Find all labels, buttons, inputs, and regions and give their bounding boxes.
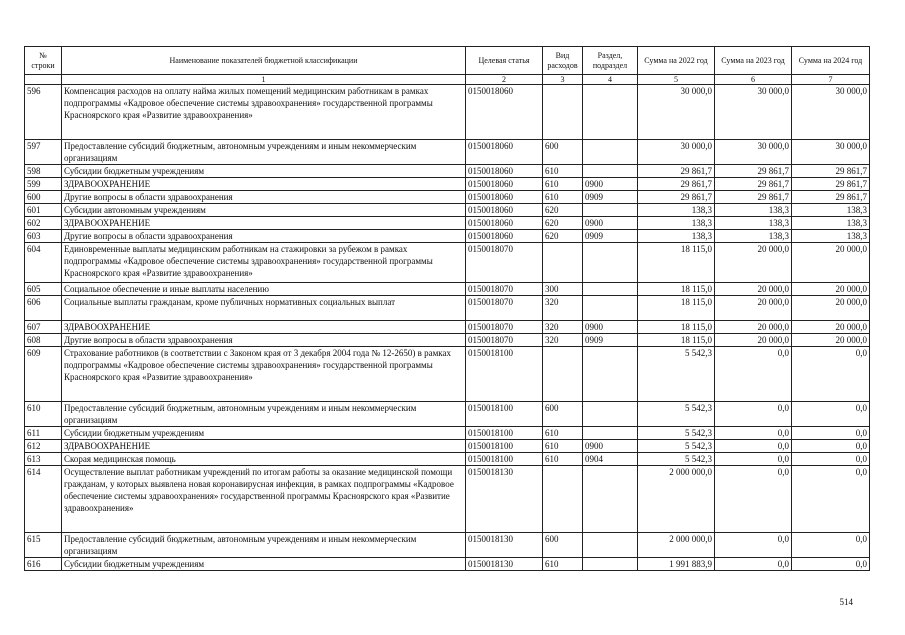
sum-2024: 138,3 — [792, 217, 870, 230]
header-row — [25, 47, 870, 75]
sum-2023: 0,0 — [715, 558, 792, 571]
column-index: 7 — [792, 75, 870, 85]
sum-2022: 29 861,7 — [638, 165, 715, 178]
sum-2023: 138,3 — [715, 204, 792, 217]
header-indicator-name: Наименование показателей бюджетной классификации — [62, 47, 466, 75]
section-code: 0900 — [583, 440, 638, 453]
sum-2022: 138,3 — [638, 217, 715, 230]
section-code: 0900 — [583, 178, 638, 191]
column-index: 1 — [62, 75, 466, 85]
sum-2024: 0,0 — [792, 453, 870, 466]
indicator-name: Осуществление выплат работникам учреждений по итогам работы за оказание медицинской помощи гражданам, у которых выявлена новая коронавирусная инфекция, в рамках подпрограммы «Кадровое обеспечение системы здравоохранения» государственной программы Красноярского края «Развитие здравоохранения» — [62, 466, 466, 533]
sum-2023: 20 000,0 — [715, 283, 792, 296]
row-number: 612 — [25, 440, 62, 453]
expense-type — [543, 466, 583, 533]
sum-2022: 29 861,7 — [638, 191, 715, 204]
sum-2024: 30 000,0 — [792, 85, 870, 140]
target-article: 0150018100 — [466, 427, 543, 440]
sum-2024: 0,0 — [792, 347, 870, 402]
target-article: 0150018130 — [466, 466, 543, 533]
row-number: 600 — [25, 191, 62, 204]
page-number: 514 — [839, 597, 853, 607]
indicator-name: Субсидии бюджетным учреждениям — [62, 558, 466, 571]
expense-type: 620 — [543, 230, 583, 243]
sum-2024: 20 000,0 — [792, 334, 870, 347]
row-number: 599 — [25, 178, 62, 191]
section-code — [583, 283, 638, 296]
sum-2023: 0,0 — [715, 427, 792, 440]
expense-type: 610 — [543, 453, 583, 466]
budget-table — [24, 46, 870, 571]
expense-type: 320 — [543, 296, 583, 321]
expense-type: 600 — [543, 140, 583, 165]
sum-2023: 30 000,0 — [715, 85, 792, 140]
indicator-name: ЗДРАВООХРАНЕНИЕ — [62, 440, 466, 453]
table-row — [25, 283, 870, 296]
expense-type: 620 — [543, 217, 583, 230]
indicator-name: Другие вопросы в области здравоохранения — [62, 334, 466, 347]
section-code: 0904 — [583, 453, 638, 466]
sum-2023: 0,0 — [715, 440, 792, 453]
sum-2024: 138,3 — [792, 230, 870, 243]
sum-2023: 138,3 — [715, 217, 792, 230]
sum-2023: 0,0 — [715, 466, 792, 533]
section-code — [583, 347, 638, 402]
sum-2024: 30 000,0 — [792, 140, 870, 165]
sum-2024: 138,3 — [792, 204, 870, 217]
sum-2022: 29 861,7 — [638, 178, 715, 191]
sum-2024: 20 000,0 — [792, 243, 870, 283]
expense-type: 610 — [543, 427, 583, 440]
row-number: 605 — [25, 283, 62, 296]
table-row — [25, 165, 870, 178]
expense-type — [543, 85, 583, 140]
row-number: 596 — [25, 85, 62, 140]
table-row — [25, 347, 870, 402]
table-row — [25, 204, 870, 217]
header-section: Раздел, подраздел — [583, 47, 638, 75]
row-number: 604 — [25, 243, 62, 283]
indicator-name: ЗДРАВООХРАНЕНИЕ — [62, 178, 466, 191]
table-row — [25, 217, 870, 230]
target-article: 0150018060 — [466, 85, 543, 140]
sum-2024: 0,0 — [792, 440, 870, 453]
row-number: 606 — [25, 296, 62, 321]
sum-2024: 20 000,0 — [792, 321, 870, 334]
target-article: 0150018070 — [466, 243, 543, 283]
section-code — [583, 427, 638, 440]
indicator-name: Страхование работников (в соответствии с Законом края от 3 декабря 2004 года № 12-2650) в рамках подпрограммы «Кадровое обеспечение системы здравоохранения» государственной программы Красноярского края «Развитие здравоохранения» — [62, 347, 466, 402]
expense-type: 610 — [543, 191, 583, 204]
target-article: 0150018060 — [466, 204, 543, 217]
indicator-name: Предоставление субсидий бюджетным, автономным учреждениям и иным некоммерческим организациям — [62, 402, 466, 427]
section-code — [583, 165, 638, 178]
expense-type — [543, 243, 583, 283]
section-code: 0909 — [583, 191, 638, 204]
row-number: 613 — [25, 453, 62, 466]
section-code — [583, 140, 638, 165]
row-number: 602 — [25, 217, 62, 230]
sum-2022: 18 115,0 — [638, 243, 715, 283]
sum-2022: 30 000,0 — [638, 85, 715, 140]
expense-type: 320 — [543, 321, 583, 334]
budget-sheet — [24, 46, 870, 571]
target-article: 0150018100 — [466, 402, 543, 427]
table-row — [25, 85, 870, 140]
table-row — [25, 334, 870, 347]
section-code — [583, 558, 638, 571]
table-row — [25, 427, 870, 440]
table-row — [25, 533, 870, 558]
sum-2023: 20 000,0 — [715, 296, 792, 321]
indicator-name: Другие вопросы в области здравоохранения — [62, 191, 466, 204]
indicator-name: Единовременные выплаты медицинским работникам на стажировки за рубежом в рамках подпрограммы «Кадровое обеспечение системы здравоохранения» государственной программы Красноярского края «Развитие здравоохранения» — [62, 243, 466, 283]
sum-2024: 0,0 — [792, 466, 870, 533]
sum-2022: 1 991 883,9 — [638, 558, 715, 571]
section-code — [583, 466, 638, 533]
expense-type: 610 — [543, 165, 583, 178]
sum-2022: 5 542,3 — [638, 453, 715, 466]
section-code: 0909 — [583, 334, 638, 347]
table-body — [25, 85, 870, 571]
table-row — [25, 466, 870, 533]
row-number: 597 — [25, 140, 62, 165]
target-article: 0150018070 — [466, 321, 543, 334]
column-index: 3 — [543, 75, 583, 85]
table-row — [25, 140, 870, 165]
target-article: 0150018100 — [466, 347, 543, 402]
section-code — [583, 296, 638, 321]
expense-type: 300 — [543, 283, 583, 296]
section-code — [583, 533, 638, 558]
sum-2023: 0,0 — [715, 453, 792, 466]
sum-2022: 138,3 — [638, 230, 715, 243]
sum-2022: 5 542,3 — [638, 347, 715, 402]
sum-2023: 20 000,0 — [715, 243, 792, 283]
target-article: 0150018130 — [466, 533, 543, 558]
row-number: 616 — [25, 558, 62, 571]
table-row — [25, 402, 870, 427]
header-sum-2024: Сумма на 2024 год — [792, 47, 870, 75]
expense-type: 610 — [543, 558, 583, 571]
expense-type: 600 — [543, 533, 583, 558]
sum-2022: 30 000,0 — [638, 140, 715, 165]
indicator-name: Предоставление субсидий бюджетным, автономным учреждениям и иным некоммерческим организациям — [62, 140, 466, 165]
column-index: 2 — [466, 75, 543, 85]
sum-2023: 29 861,7 — [715, 191, 792, 204]
sum-2023: 20 000,0 — [715, 334, 792, 347]
sum-2022: 2 000 000,0 — [638, 466, 715, 533]
sum-2024: 29 861,7 — [792, 191, 870, 204]
sum-2022: 138,3 — [638, 204, 715, 217]
target-article: 0150018060 — [466, 230, 543, 243]
target-article: 0150018130 — [466, 558, 543, 571]
column-index-row — [25, 75, 870, 85]
indicator-name: Компенсация расходов на оплату найма жилых помещений медицинским работникам в рамках подпрограммы «Кадровое обеспечение системы здравоохранения» государственной программы Красноярского края «Развитие здравоохранения» — [62, 85, 466, 140]
section-code — [583, 243, 638, 283]
table-row — [25, 296, 870, 321]
target-article: 0150018100 — [466, 453, 543, 466]
indicator-name: Скорая медицинская помощь — [62, 453, 466, 466]
sum-2024: 29 861,7 — [792, 165, 870, 178]
sum-2022: 5 542,3 — [638, 440, 715, 453]
header-row-number: № строки — [25, 47, 62, 75]
row-number: 609 — [25, 347, 62, 402]
expense-type: 620 — [543, 204, 583, 217]
row-number: 603 — [25, 230, 62, 243]
sum-2024: 0,0 — [792, 533, 870, 558]
sum-2024: 20 000,0 — [792, 283, 870, 296]
sum-2023: 0,0 — [715, 347, 792, 402]
indicator-name: Другие вопросы в области здравоохранения — [62, 230, 466, 243]
indicator-name: Социальные выплаты гражданам, кроме публичных нормативных социальных выплат — [62, 296, 466, 321]
sum-2022: 5 542,3 — [638, 427, 715, 440]
sum-2024: 29 861,7 — [792, 178, 870, 191]
column-index: 6 — [715, 75, 792, 85]
sum-2023: 30 000,0 — [715, 140, 792, 165]
sum-2022: 18 115,0 — [638, 283, 715, 296]
target-article: 0150018060 — [466, 191, 543, 204]
target-article: 0150018100 — [466, 440, 543, 453]
table-row — [25, 453, 870, 466]
table-row — [25, 243, 870, 283]
sum-2022: 18 115,0 — [638, 296, 715, 321]
table-row — [25, 178, 870, 191]
indicator-name: ЗДРАВООХРАНЕНИЕ — [62, 217, 466, 230]
indicator-name: Субсидии бюджетным учреждениям — [62, 165, 466, 178]
indicator-name: Субсидии бюджетным учреждениям — [62, 427, 466, 440]
indicator-name: ЗДРАВООХРАНЕНИЕ — [62, 321, 466, 334]
header-sum-2023: Сумма на 2023 год — [715, 47, 792, 75]
sum-2022: 18 115,0 — [638, 334, 715, 347]
indicator-name: Социальное обеспечение и иные выплаты населению — [62, 283, 466, 296]
expense-type: 320 — [543, 334, 583, 347]
sum-2022: 18 115,0 — [638, 321, 715, 334]
column-index: 4 — [583, 75, 638, 85]
expense-type — [543, 347, 583, 402]
section-code: 0900 — [583, 321, 638, 334]
row-number: 611 — [25, 427, 62, 440]
target-article: 0150018070 — [466, 296, 543, 321]
sum-2024: 0,0 — [792, 402, 870, 427]
row-number: 610 — [25, 402, 62, 427]
sum-2023: 0,0 — [715, 533, 792, 558]
row-number: 615 — [25, 533, 62, 558]
sum-2023: 20 000,0 — [715, 321, 792, 334]
column-index: 5 — [638, 75, 715, 85]
target-article: 0150018060 — [466, 217, 543, 230]
row-number: 614 — [25, 466, 62, 533]
section-code — [583, 402, 638, 427]
section-code: 0900 — [583, 217, 638, 230]
table-row — [25, 440, 870, 453]
section-code: 0909 — [583, 230, 638, 243]
column-index — [25, 75, 62, 85]
header-sum-2022: Сумма на 2022 год — [638, 47, 715, 75]
target-article: 0150018060 — [466, 178, 543, 191]
target-article: 0150018060 — [466, 165, 543, 178]
section-code — [583, 204, 638, 217]
sum-2024: 0,0 — [792, 558, 870, 571]
section-code — [583, 85, 638, 140]
sum-2023: 0,0 — [715, 402, 792, 427]
table-row — [25, 191, 870, 204]
target-article: 0150018070 — [466, 283, 543, 296]
row-number: 598 — [25, 165, 62, 178]
table-row — [25, 321, 870, 334]
indicator-name: Субсидии автономным учреждениям — [62, 204, 466, 217]
table-row — [25, 558, 870, 571]
expense-type: 610 — [543, 440, 583, 453]
header-target-article: Целевая статья — [466, 47, 543, 75]
row-number: 601 — [25, 204, 62, 217]
sum-2023: 138,3 — [715, 230, 792, 243]
target-article: 0150018070 — [466, 334, 543, 347]
sum-2023: 29 861,7 — [715, 165, 792, 178]
target-article: 0150018060 — [466, 140, 543, 165]
expense-type: 610 — [543, 178, 583, 191]
sum-2023: 29 861,7 — [715, 178, 792, 191]
header-expense-type: Вид расходов — [543, 47, 583, 75]
row-number: 608 — [25, 334, 62, 347]
sum-2022: 2 000 000,0 — [638, 533, 715, 558]
sum-2024: 0,0 — [792, 427, 870, 440]
indicator-name: Предоставление субсидий бюджетным, автономным учреждениям и иным некоммерческим организациям — [62, 533, 466, 558]
sum-2022: 5 542,3 — [638, 402, 715, 427]
expense-type: 600 — [543, 402, 583, 427]
table-row — [25, 230, 870, 243]
row-number: 607 — [25, 321, 62, 334]
sum-2024: 20 000,0 — [792, 296, 870, 321]
